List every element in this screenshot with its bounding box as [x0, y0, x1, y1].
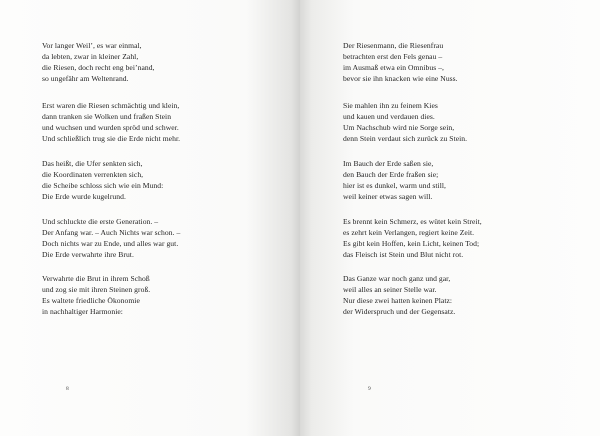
verse-line: Der Riesenmann, die Riesenfrau: [343, 41, 444, 50]
stanza-7: [343, 100, 467, 144]
verse-line: in nachhaltiger Harmonie:: [42, 307, 123, 316]
verse-line: die Scheibe schloss sich wie ein Mund:: [42, 181, 164, 190]
stanza-4: [42, 216, 180, 260]
verse-line: die Riesen, doch recht eng bei’nand,: [42, 63, 155, 72]
verse-line: im Ausmaß etwa ein Omnibus –,: [343, 63, 445, 72]
verse-line: Das Ganze war noch ganz und gar,: [343, 274, 451, 283]
verse-line: weil alles an seiner Stelle war.: [343, 285, 437, 294]
verse-line: und zog sie mit ihren Steinen groß.: [42, 285, 151, 294]
verse-line: Das heißt, die Ufer senkten sich,: [42, 159, 143, 168]
verse-line: Erst waren die Riesen schmächtig und klein,: [42, 101, 180, 110]
stanza-1: [42, 40, 155, 84]
stanza-10: [343, 273, 455, 317]
verse-line: Der Anfang war. – Auch Nichts war schon. –: [42, 228, 181, 237]
verse-line: hier ist es dunkel, warm und still,: [343, 181, 446, 190]
verse-line: Doch nichts war zu Ende, und alles war gut.: [42, 239, 179, 248]
verse-line: die Koordinaten verrenkten sich,: [42, 170, 144, 179]
verse-line: und wuchsen und wurden spröd und schwer.: [42, 123, 179, 132]
verse-line: und kauen und verdauen dies.: [343, 112, 435, 121]
stanza-9: [343, 216, 482, 260]
page-number-left: 8: [66, 386, 69, 392]
verse-line: Es gibt kein Hoffen, kein Licht, keinen Tod;: [343, 239, 480, 248]
stanza-5: [42, 273, 150, 317]
verse-line: Um Nachschub wird nie Sorge sein,: [343, 123, 455, 132]
verse-line: Vor langer Weil’, es war einmal,: [42, 41, 142, 50]
stanza-2: [42, 100, 180, 144]
verse-line: da lebten, zwar in kleiner Zahl,: [42, 52, 139, 61]
verse-line: das Fleisch ist Stein und Blut nicht rot.: [343, 250, 464, 259]
right-page: [300, 0, 600, 436]
verse-line: es zehrt kein Verlangen, regiert keine Zeit.: [343, 228, 475, 237]
verse-line: Es brennt kein Schmerz, es wütet kein Streit,: [343, 217, 482, 226]
verse-line: betrachten erst den Fels genau –: [343, 52, 443, 61]
verse-line: Und schließlich trug sie die Erde nicht mehr.: [42, 134, 181, 143]
stanza-8: [343, 158, 446, 202]
verse-line: bevor sie ihn knacken wie eine Nuss.: [343, 74, 458, 83]
stanza-3: [42, 158, 163, 202]
verse-line: Und schluckte die erste Generation. –: [42, 217, 159, 226]
stanza-6: [343, 40, 458, 84]
page-number-right: 9: [368, 386, 371, 392]
verse-line: denn Stein verdaut sich zurück zu Stein.: [343, 134, 468, 143]
verse-line: weil keiner etwas sagen will.: [343, 192, 433, 201]
verse-line: Es waltete friedliche Ökonomie: [42, 296, 140, 305]
verse-line: Im Bauch der Erde saßen sie,: [343, 159, 434, 168]
verse-line: dann tranken sie Wolken und fraßen Stein: [42, 112, 172, 121]
verse-line: den Bauch der Erde fraßen sie;: [343, 170, 439, 179]
verse-line: Sie mahlen ihn zu feinem Kies: [343, 101, 438, 110]
verse-line: so ungefähr am Weltenrand.: [42, 74, 129, 83]
verse-line: der Widerspruch und der Gegensatz.: [343, 307, 456, 316]
verse-line: Verwahrte die Brut in ihrem Schoß: [42, 274, 150, 283]
verse-line: Nur diese zwei hatten keinen Platz:: [343, 296, 453, 305]
verse-line: Die Erde wurde kugelrund.: [42, 192, 126, 201]
verse-line: Die Erde verwahrte ihre Brut.: [42, 250, 134, 259]
